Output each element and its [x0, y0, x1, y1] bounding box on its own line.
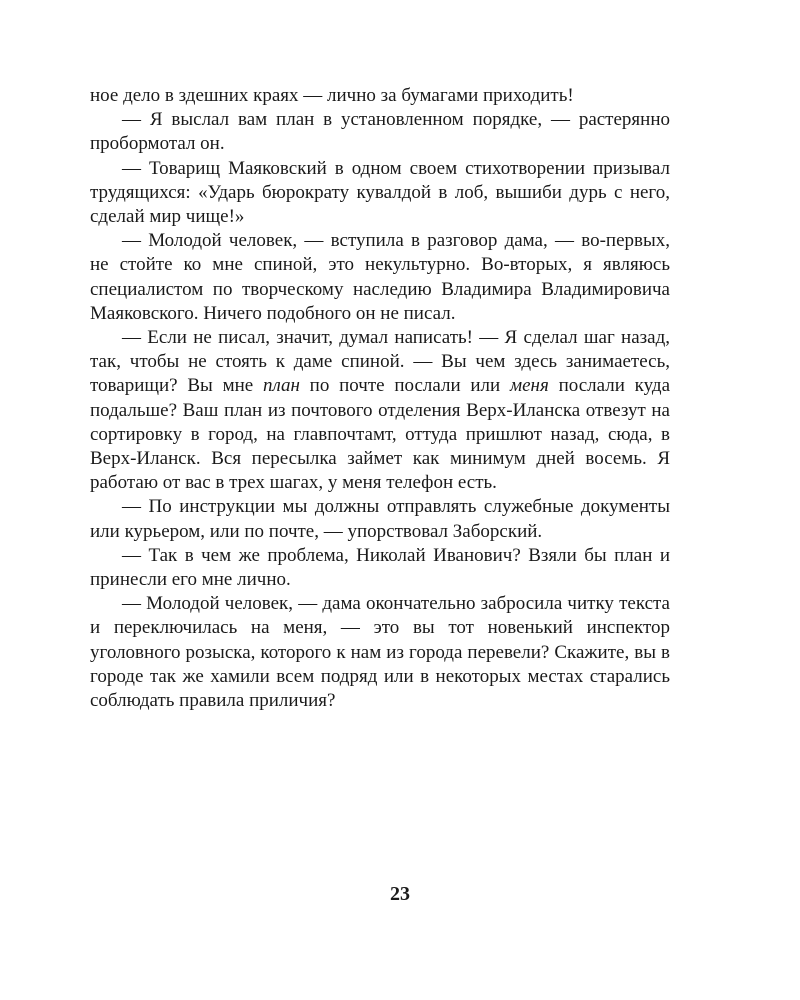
paragraph: — Товарищ Маяковский в одном своем стихотворении призывал трудящихся: «Ударь бюрократу кувалдой в лоб, вышиби дурь с него, сделай мир чище!» [90, 157, 670, 228]
paragraph: — По инструкции мы должны отправлять служебные документы или курьером, или по почте, — упорствовал Заборский. [90, 496, 670, 542]
emphasis-text: меня [509, 375, 549, 397]
paragraph-text: — Если не писал, значит, думал написать! — Я сделал шаг назад, так, чтобы не стоять к даме спиной. — Вы чем здесь занимаетесь, товарищи? Вы мне [90, 327, 670, 397]
paragraph-text: послали куда подальше? Ваш план из почтового отделения Верх-Иланска отвезут на сортировку в город, на главпочтамт, оттуда пришлют назад, сюда, в Верх-Иланск. Вся пересылка займет как минимум дней восемь. Я работаю от вас в трех шагах, у меня телефон есть. [90, 375, 671, 494]
paragraph: — Молодой человек, — вступила в разговор дама, — во-первых, не стойте ко мне спиной, это некультурно. Во-вторых, я являюсь специалистом по творческому наследию Владимира Владимировича Маяковского. Ничего подобного он не писал. [90, 230, 670, 324]
paragraph: — Я выслал вам план в установленном порядке, — растерянно пробормотал он. [90, 109, 670, 155]
paragraph: — Так в чем же проблема, Николай Иванович? Взяли бы план и принесли его мне лично. [90, 544, 670, 591]
paragraph-text: по почте послали или [299, 375, 510, 397]
paragraph: — Молодой человек, — дама окончательно забросила читку текста и переключилась на меня, — это вы тот новенький инспектор уголовного розыска, которого к нам из города перевели? Скажите, вы в городе так же хамили всем подряд или в некоторых местах старались соблюдать правила приличия? [90, 593, 670, 712]
emphasis-text: план [262, 375, 300, 397]
paragraph: ное дело в здешних краях — лично за бумагами приходить! [90, 85, 574, 106]
paragraph [90, 326, 670, 495]
page-number: 23 [390, 883, 410, 905]
page-body [90, 84, 670, 713]
